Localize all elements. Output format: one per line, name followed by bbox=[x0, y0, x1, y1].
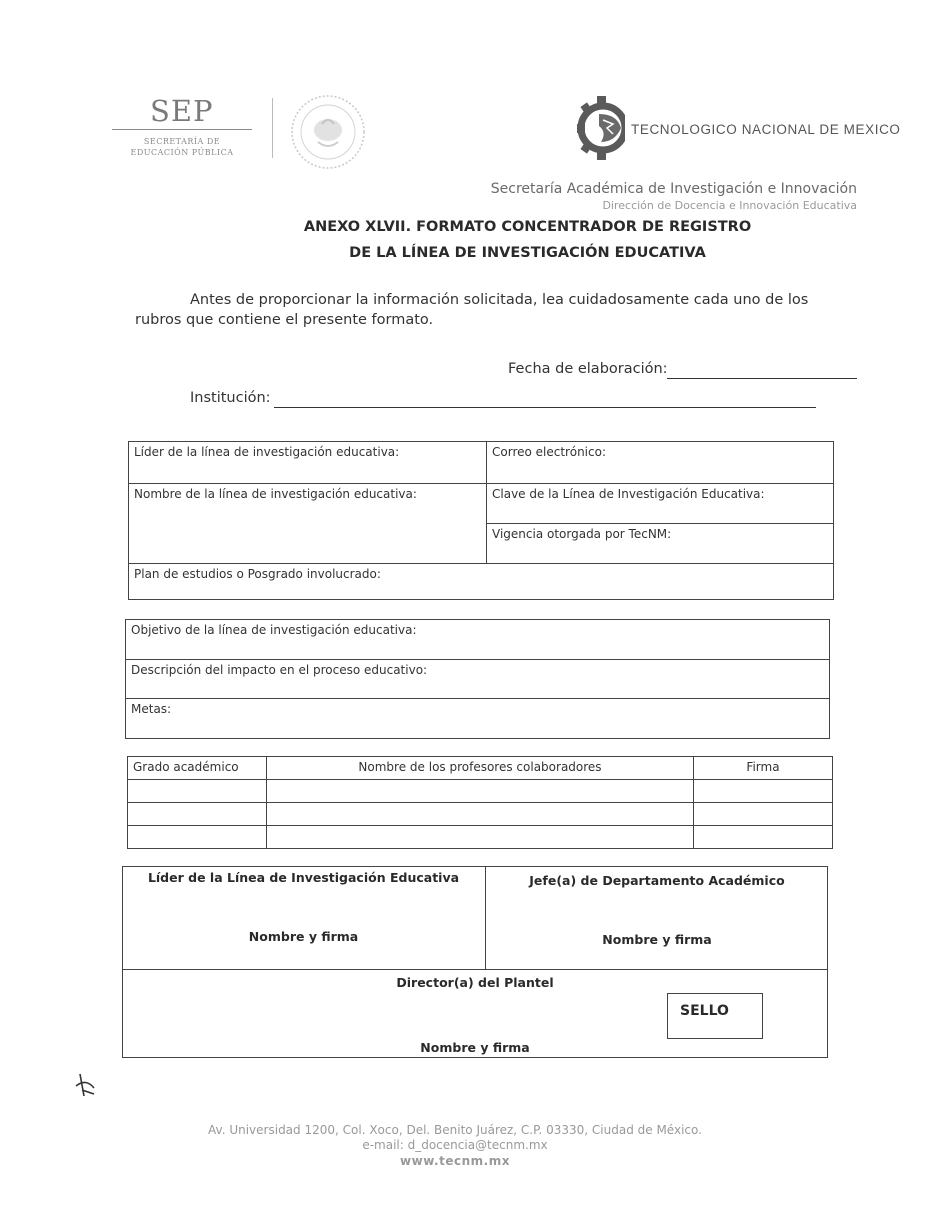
direccion-heading: Dirección de Docencia e Innovación Educativa bbox=[602, 199, 857, 212]
footer-website[interactable]: www.tecnm.mx bbox=[400, 1154, 510, 1168]
sep-subtitle-line1: SECRETARÍA DE bbox=[143, 137, 221, 146]
descripcion-cell[interactable]: Descripción del impacto en el proceso educativo: bbox=[126, 660, 830, 699]
nombre-cell[interactable] bbox=[267, 780, 694, 803]
sello-box[interactable]: SELLO bbox=[667, 993, 763, 1039]
nombre-cell[interactable] bbox=[267, 803, 694, 826]
nombre-linea-cell[interactable]: Nombre de la línea de investigación educativa: bbox=[129, 484, 487, 564]
grado-cell[interactable] bbox=[128, 803, 267, 826]
director-signature-title: Director(a) del Plantel bbox=[396, 975, 554, 990]
lider-cell[interactable]: Líder de la línea de investigación educativa: bbox=[129, 442, 487, 484]
linea-info-table bbox=[128, 441, 834, 600]
firma-cell[interactable] bbox=[694, 826, 833, 849]
institucion-input-line[interactable] bbox=[274, 407, 816, 408]
nombre-cell[interactable] bbox=[267, 826, 694, 849]
sep-subtitle-line2: EDUCACIÓN PÚBLICA bbox=[130, 148, 234, 157]
header-firma: Firma bbox=[694, 757, 833, 780]
metas-cell[interactable]: Metas: bbox=[126, 699, 830, 739]
sep-logo-title: SEP bbox=[150, 94, 214, 128]
objetivos-table bbox=[125, 619, 830, 739]
header-nombre-profesores: Nombre de los profesores colaboradores bbox=[267, 757, 694, 780]
margin-initials-mark-icon bbox=[74, 1072, 98, 1098]
vigencia-cell[interactable]: Vigencia otorgada por TecNM: bbox=[487, 524, 834, 564]
secretaria-heading: Secretaría Académica de Investigación e Innovación bbox=[490, 181, 857, 197]
lider-signature-title: Líder de la Línea de Investigación Educativa bbox=[147, 870, 460, 885]
plan-cell[interactable]: Plan de estudios o Posgrado involucrado: bbox=[129, 564, 834, 600]
firma-cell[interactable] bbox=[694, 803, 833, 826]
lider-signature-name[interactable]: Nombre y firma bbox=[248, 929, 359, 944]
profesores-table bbox=[127, 756, 833, 849]
sep-logo-rule bbox=[112, 129, 252, 130]
jefe-signature-title: Jefe(a) de Departamento Académico bbox=[529, 873, 785, 888]
table-row bbox=[128, 780, 833, 803]
institucion-label: Institución: bbox=[190, 390, 271, 406]
table-row bbox=[128, 803, 833, 826]
fecha-label: Fecha de elaboración: bbox=[508, 361, 668, 377]
document-title-line2: DE LA LÍNEA DE INVESTIGACIÓN EDUCATIVA bbox=[349, 245, 706, 261]
header-grado: Grado académico bbox=[128, 757, 267, 780]
correo-cell[interactable]: Correo electrónico: bbox=[487, 442, 834, 484]
header-divider bbox=[272, 98, 273, 158]
national-seal-icon bbox=[290, 94, 366, 170]
firma-cell[interactable] bbox=[694, 780, 833, 803]
table-row bbox=[128, 826, 833, 849]
jefe-signature-name[interactable]: Nombre y firma bbox=[602, 932, 712, 947]
director-signature-name[interactable]: Nombre y firma bbox=[420, 1040, 530, 1055]
clave-cell[interactable]: Clave de la Línea de Investigación Educativa: bbox=[487, 484, 834, 524]
footer-address: Av. Universidad 1200, Col. Xoco, Del. Benito Juárez, C.P. 03330, Ciudad de México. bbox=[208, 1123, 702, 1137]
objetivo-cell[interactable]: Objetivo de la línea de investigación educativa: bbox=[126, 620, 830, 660]
intro-paragraph: Antes de proporcionar la información solicitada, lea cuidadosamente cada uno de los rubros que contiene el presente formato. bbox=[135, 292, 809, 328]
grado-cell[interactable] bbox=[128, 826, 267, 849]
footer-email[interactable]: e-mail: d_docencia@tecnm.mx bbox=[362, 1138, 548, 1152]
signature-divider-horizontal bbox=[122, 969, 828, 970]
fecha-input-line[interactable] bbox=[667, 378, 857, 379]
tecnm-name: TECNOLOGICO NACIONAL DE MEXICO bbox=[631, 122, 901, 137]
sep-logo-subtitle bbox=[112, 136, 252, 158]
document-title-line1: ANEXO XLVII. FORMATO CONCENTRADOR DE REGISTRO bbox=[303, 219, 752, 235]
grado-cell[interactable] bbox=[128, 780, 267, 803]
tecnm-gear-logo-icon bbox=[577, 96, 625, 160]
